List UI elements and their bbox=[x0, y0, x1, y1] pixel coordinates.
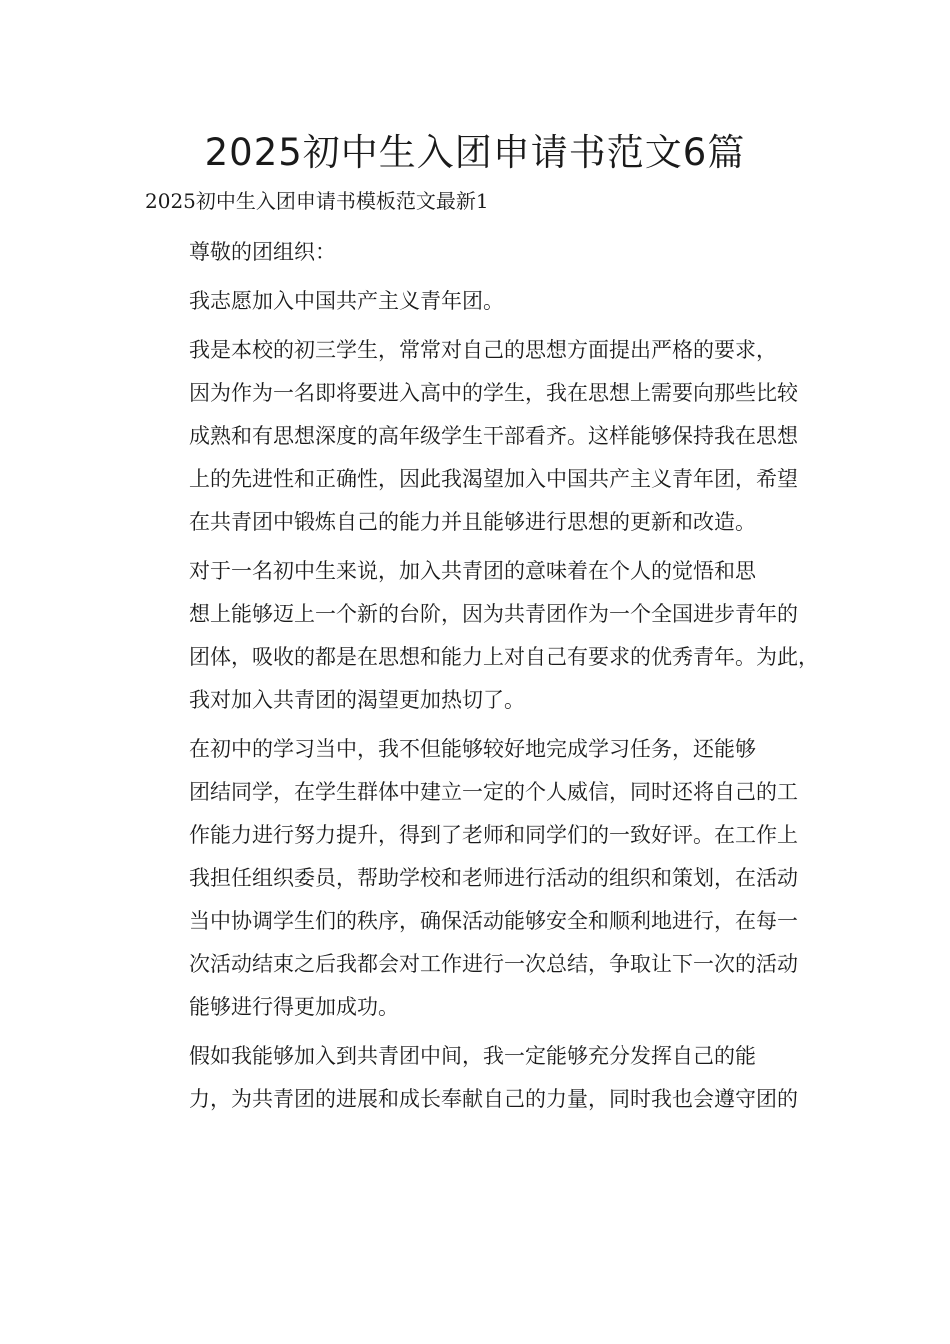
paragraph bbox=[145, 1035, 825, 1121]
paragraph bbox=[145, 728, 825, 1029]
text-line: 假如我能够加入到共青团中间，我一定能够充分发挥自己的能 bbox=[189, 1044, 756, 1068]
text-line: 因为作为一名即将要进入高中的学生，我在思想上需要向那些比较 bbox=[189, 381, 798, 405]
document-subtitle: 2025初中生入团申请书模板范文最新1 bbox=[145, 189, 489, 213]
document-title: 2025初中生入团申请书范文6篇 bbox=[204, 131, 746, 174]
text-line: 团结同学，在学生群体中建立一定的个人威信，同时还将自己的工 bbox=[189, 780, 798, 804]
text-line: 我担任组织委员，帮助学校和老师进行活动的组织和策划，在活动 bbox=[189, 866, 798, 890]
text-line: 我对加入共青团的渴望更加热切了。 bbox=[189, 688, 525, 712]
paragraph bbox=[145, 550, 825, 722]
document-body bbox=[145, 231, 825, 1127]
text-line: 想上能够迈上一个新的台阶，因为共青团作为一个全国进步青年的 bbox=[189, 602, 798, 626]
text-line: 在共青团中锻炼自己的能力并且能够进行思想的更新和改造。 bbox=[189, 510, 756, 534]
text-line: 我志愿加入中国共产主义青年团。 bbox=[189, 289, 504, 313]
text-line: 能够进行得更加成功。 bbox=[189, 995, 399, 1019]
text-line: 力，为共青团的进展和成长奉献自己的力量，同时我也会遵守团的 bbox=[189, 1087, 798, 1111]
paragraph bbox=[145, 280, 825, 323]
text-line: 次活动结束之后我都会对工作进行一次总结，争取让下一次的活动 bbox=[189, 952, 798, 976]
text-line: 我是本校的初三学生，常常对自己的思想方面提出严格的要求， bbox=[189, 338, 777, 362]
paragraph bbox=[145, 231, 825, 274]
text-line: 当中协调学生们的秩序，确保活动能够安全和顺利地进行，在每一 bbox=[189, 909, 798, 933]
text-line: 在初中的学习当中，我不但能够较好地完成学习任务，还能够 bbox=[189, 737, 756, 761]
text-line: 成熟和有思想深度的高年级学生干部看齐。这样能够保持我在思想 bbox=[189, 424, 798, 448]
text-line: 对于一名初中生来说，加入共青团的意味着在个人的觉悟和思 bbox=[189, 559, 756, 583]
paragraph bbox=[145, 329, 825, 544]
text-line: 作能力进行努力提升，得到了老师和同学们的一致好评。在工作上 bbox=[189, 823, 798, 847]
text-line: 团体，吸收的都是在思想和能力上对自己有要求的优秀青年。为此， bbox=[189, 645, 819, 669]
text-line: 尊敬的团组织： bbox=[189, 240, 336, 264]
text-line: 上的先进性和正确性，因此我渴望加入中国共产主义青年团，希望 bbox=[189, 467, 798, 491]
